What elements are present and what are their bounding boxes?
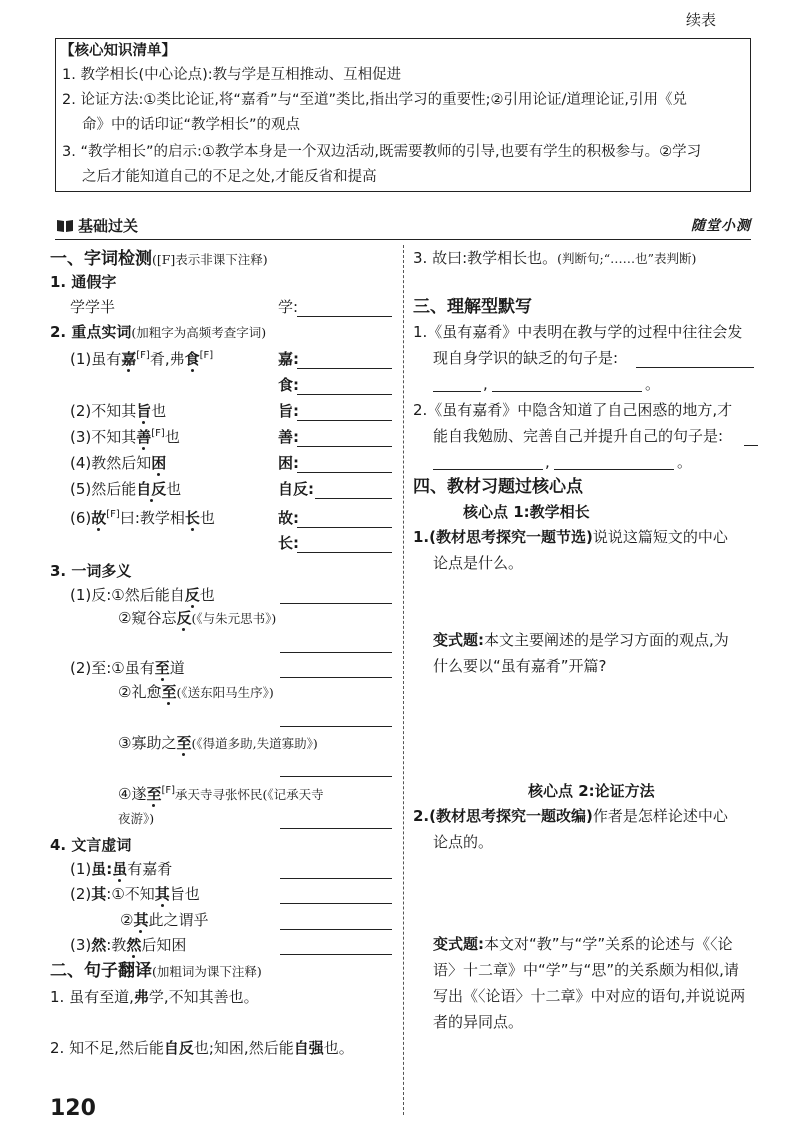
section-right-label: 随堂小测 xyxy=(691,218,751,234)
mem-2-end: 。 xyxy=(677,453,693,471)
answer-line[interactable] xyxy=(280,726,392,727)
word-3-label: 善: xyxy=(278,428,299,446)
word-3: (3)不知其善[F]也 xyxy=(70,428,180,446)
answer-line[interactable] xyxy=(280,652,392,653)
answer-line[interactable] xyxy=(280,878,392,879)
word-2-label: 旨: xyxy=(278,402,299,420)
answer-line[interactable] xyxy=(297,394,392,395)
mem-1-end: 。 xyxy=(645,375,661,393)
answer-line[interactable] xyxy=(297,420,392,421)
s1-title: 一、字词检测 xyxy=(50,249,152,269)
core-line-3-cont: 之后才能知道自己的不足之处,才能反省和提高 xyxy=(82,169,377,185)
variant-1-line-1: 变式题:本文主要阐述的是学习方面的观点,为 xyxy=(433,631,729,649)
answer-line[interactable] xyxy=(297,552,392,553)
poly-2b: ②礼愈至(《送东阳马生序》) xyxy=(118,683,274,701)
func-2a: (2)其:①不知其旨也 xyxy=(70,885,200,903)
answer-line[interactable] xyxy=(636,367,754,368)
poly-1a: (1)反:①然后能自反也 xyxy=(70,586,215,604)
word-2: (2)不知其旨也 xyxy=(70,402,167,420)
poly-2d: ④遂至[F]承天寺寻张怀民(《记承天寺 xyxy=(118,785,324,803)
func-2b: ②其此之谓乎 xyxy=(120,911,209,929)
answer-line[interactable] xyxy=(297,368,392,369)
s1-4-title: 4. 文言虚词 xyxy=(50,836,132,854)
core-knowledge-title: 【核心知识清单】 xyxy=(60,43,176,59)
word-4-label: 困: xyxy=(278,454,299,472)
word-1-label-2: 食: xyxy=(278,376,299,394)
answer-line[interactable] xyxy=(433,469,543,470)
tongjia-label: 学: xyxy=(278,298,299,316)
poly-2c: ③寡助之至(《得道多助,失道寡助》) xyxy=(118,734,318,752)
variant-1-line-2: 什么要以“虽有嘉肴”开篇? xyxy=(433,657,607,675)
variant-2-line-3: 写出《〈论语〉十二章》中对应的语句,并说说两 xyxy=(433,987,746,1005)
translate-2: 2. 知不足,然后能自反也;知困,然后能自强也。 xyxy=(50,1039,354,1057)
word-4: (4)教然后知困 xyxy=(70,454,167,472)
section-title: 基础过关 xyxy=(78,217,139,235)
answer-line[interactable] xyxy=(554,469,674,470)
s3-title: 三、理解型默写 xyxy=(413,297,532,317)
section-header-bar xyxy=(55,215,751,240)
mem-2-comma: , xyxy=(545,453,550,471)
answer-line[interactable] xyxy=(297,527,392,528)
word-5-label: 自反: xyxy=(278,480,314,498)
word-6-label-2: 长: xyxy=(278,534,299,552)
question-1-line-1: 1.(教材思考探究一题节选)说说这篇短文的中心 xyxy=(413,528,728,546)
question-1-line-2: 论点是什么。 xyxy=(433,554,524,572)
core-line-2-cont: 命》中的话印证“教学相长”的观点 xyxy=(82,117,301,133)
core-point-1: 核心点 1:教学相长 xyxy=(463,503,590,521)
answer-line[interactable] xyxy=(433,391,481,392)
variant-2-line-4: 者的异同点。 xyxy=(433,1013,524,1031)
s1-1-title: 1. 通假字 xyxy=(50,273,117,291)
answer-line[interactable] xyxy=(297,472,392,473)
func-3: (3)然:教然后知困 xyxy=(70,936,187,954)
s2-heading xyxy=(50,960,262,984)
mem-2-line-2: 能自我勉励、完善自己并提升自己的句子是: xyxy=(433,427,724,445)
answer-line[interactable] xyxy=(280,828,392,829)
answer-line[interactable] xyxy=(280,677,392,678)
answer-line[interactable] xyxy=(280,954,392,955)
mem-1-line-1: 1.《虽有嘉肴》中表明在教与学的过程中往往会发 xyxy=(413,323,743,341)
s1-note: ([F]表示非课下注释) xyxy=(152,252,268,267)
answer-line[interactable] xyxy=(280,929,392,930)
core-line-2: 2. 论证方法:①类比论证,将“嘉肴”与“至道”类比,指出学习的重要性;②引用论证/道理论证,引用《兑 xyxy=(62,92,687,108)
answer-line[interactable] xyxy=(744,445,758,446)
book-icon xyxy=(56,218,74,233)
poly-2d-cont: 夜游》) xyxy=(118,811,155,826)
variant-2-line-2: 语〉十二章》中“学”与“思”的关系颇为相似,请 xyxy=(433,961,739,979)
s2-note: (加粗词为课下注释) xyxy=(152,964,262,979)
word-1: (1)虽有嘉[F]肴,弗食[F] xyxy=(70,350,214,368)
word-1-label-1: 嘉: xyxy=(278,350,299,368)
answer-line[interactable] xyxy=(315,498,392,499)
answer-line[interactable] xyxy=(280,603,392,604)
right-item-3: 3. 故曰:教学相长也。(判断句;“……也”表判断) xyxy=(413,249,697,267)
word-6: (6)故[F]曰:教学相长也 xyxy=(70,509,215,527)
s2-title: 二、句子翻译 xyxy=(50,961,152,981)
mem-2-line-1: 2.《虽有嘉肴》中隐含知道了自己困惑的地方,才 xyxy=(413,401,733,419)
s1-3-title: 3. 一词多义 xyxy=(50,562,132,580)
core-line-1: 1. 教学相长(中心论点):教与学是互相推动、互相促进 xyxy=(62,67,402,83)
mem-1-comma: , xyxy=(483,375,488,393)
s1-2-title: 2. 重点实词 xyxy=(50,323,132,341)
poly-2a: (2)至:①虽有至道 xyxy=(70,659,185,677)
word-6-label-1: 故: xyxy=(278,509,299,527)
s4-title: 四、教材习题过核心点 xyxy=(413,477,583,497)
continued-label: 续表 xyxy=(686,11,717,29)
answer-line[interactable] xyxy=(297,316,392,317)
column-divider xyxy=(403,245,404,1115)
s1-heading xyxy=(50,248,268,272)
s1-2-note: (加粗字为高频考查字词) xyxy=(131,325,267,340)
translate-1: 1. 虽有至道,弗学,不知其善也。 xyxy=(50,988,259,1006)
answer-line[interactable] xyxy=(492,391,642,392)
question-2-line-1: 2.(教材思考探究一题改编)作者是怎样论述中心 xyxy=(413,807,728,825)
answer-line[interactable] xyxy=(280,903,392,904)
answer-line[interactable] xyxy=(297,446,392,447)
tongjia-item: 学学半 xyxy=(70,298,116,316)
func-1: (1)虽:虽有嘉肴 xyxy=(70,860,173,878)
word-5: (5)然后能自反也 xyxy=(70,480,182,498)
page-number: 120 xyxy=(50,1096,96,1121)
core-line-3: 3. “教学相长”的启示:①教学本身是一个双边活动,既需要教师的引导,也要有学生的积极参与。②学习 xyxy=(62,144,702,160)
core-point-2: 核心点 2:论证方法 xyxy=(528,782,655,800)
question-2-line-2: 论点的。 xyxy=(433,833,494,851)
mem-1-line-2: 现自身学识的缺乏的句子是: xyxy=(433,349,619,367)
variant-2-line-1: 变式题:本文对“教”与“学”关系的论述与《〈论 xyxy=(433,935,733,953)
poly-1b: ②窥谷忘反(《与朱元思书》) xyxy=(118,609,277,627)
answer-line[interactable] xyxy=(280,776,392,777)
s1-2-heading xyxy=(50,322,266,343)
